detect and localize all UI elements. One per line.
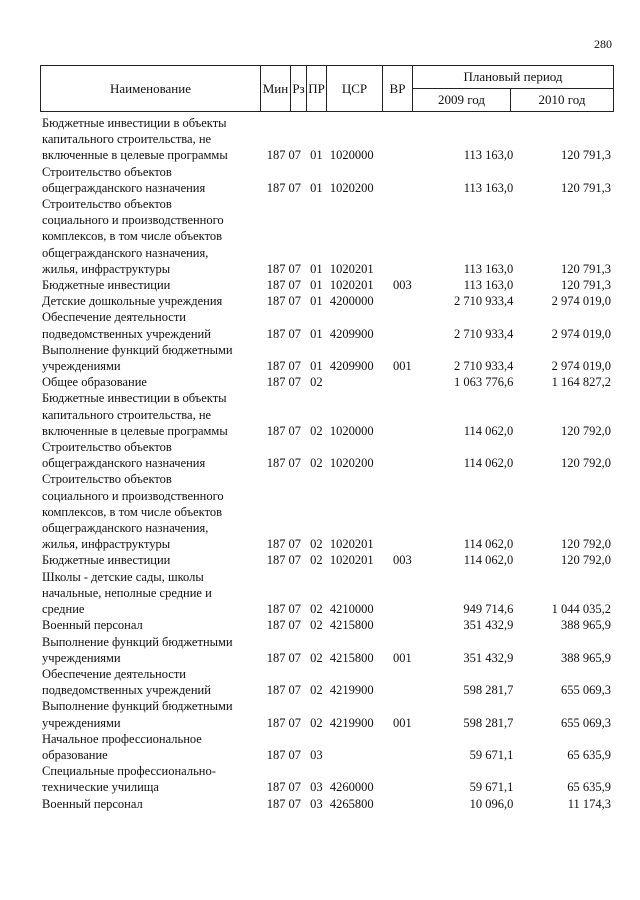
cell-rz: 07: [288, 326, 301, 341]
cell-name: Строительство объектов общегражданского назначения: [42, 164, 206, 195]
cell-2009: 114 062,0: [463, 553, 514, 568]
cell-name: Детские дошкольные учреждения: [42, 294, 223, 309]
cell-2010: 1 044 035,2: [551, 602, 611, 617]
cell-2010: 2 974 019,0: [551, 326, 611, 341]
cell-csr: 1020000: [329, 423, 374, 438]
cell-csr: 1020201: [329, 553, 374, 568]
cell-2010: 2 974 019,0: [551, 359, 611, 374]
cell-rz: 07: [288, 537, 301, 552]
cell-2009: 2 710 933,4: [453, 294, 514, 309]
cell-rz: 07: [288, 780, 301, 795]
cell-pr: 03: [310, 796, 323, 811]
col-header-2010: 2010 год: [511, 89, 614, 112]
cell-2010: 1 164 827,2: [551, 375, 611, 390]
cell-csr: 1020201: [329, 537, 374, 552]
cell-min: 187: [266, 796, 286, 811]
table-row: [40, 666, 613, 698]
cell-name: Общее образование: [42, 375, 147, 390]
cell-min: 187: [266, 537, 286, 552]
cell-2009: 114 062,0: [463, 537, 514, 552]
table-row: [40, 634, 613, 666]
cell-min: 187: [266, 683, 286, 698]
cell-name: Строительство объектов социального и производственного комплексов, в том числе объектов общегражданского назначения, жилья, инфраструктуры: [42, 472, 224, 552]
cell-pr: 03: [310, 747, 323, 762]
cell-csr: 4210000: [329, 602, 374, 617]
cell-min: 187: [266, 618, 286, 633]
table-row: [40, 471, 613, 552]
table-row: [40, 796, 613, 812]
col-header-2009: 2009 год: [413, 89, 511, 112]
cell-csr: 4215800: [329, 618, 374, 633]
cell-2009: 59 671,1: [469, 780, 514, 795]
table-row: [40, 439, 613, 471]
cell-csr: 1020201: [329, 278, 374, 293]
cell-2009: 59 671,1: [469, 747, 514, 762]
cell-pr: 02: [310, 537, 323, 552]
page-number: 280: [594, 37, 612, 51]
cell-2010: 655 069,3: [560, 715, 611, 730]
cell-min: 187: [266, 326, 286, 341]
cell-pr: 02: [310, 650, 323, 665]
cell-min: 187: [266, 278, 286, 293]
cell-min: 187: [266, 780, 286, 795]
cell-2010: 388 965,9: [560, 618, 611, 633]
cell-rz: 07: [288, 553, 301, 568]
cell-2010: 65 635,9: [567, 780, 611, 795]
cell-2009: 113 163,0: [463, 261, 514, 276]
table-row: [40, 293, 613, 309]
cell-2009: 351 432,9: [463, 650, 514, 665]
cell-name: Бюджетные инвестиции в объекты капитального строительства, не включенные в целевые программы: [42, 391, 228, 438]
cell-pr: 02: [310, 715, 323, 730]
cell-2009: 351 432,9: [463, 618, 514, 633]
cell-rz: 07: [288, 148, 301, 163]
cell-pr: 03: [310, 780, 323, 795]
cell-name: Военный персонал: [42, 618, 143, 633]
cell-name: Выполнение функций бюджетными учреждениями: [42, 699, 233, 730]
table-header: [40, 65, 614, 112]
cell-min: 187: [266, 456, 286, 471]
cell-csr: 4219900: [329, 715, 374, 730]
table-body: [40, 115, 613, 812]
cell-csr: 4215800: [329, 650, 374, 665]
cell-min: 187: [266, 261, 286, 276]
cell-pr: 02: [310, 553, 323, 568]
cell-pr: 02: [310, 683, 323, 698]
cell-name: Бюджетные инвестиции в объекты капитального строительства, не включенные в целевые программы: [42, 116, 228, 163]
cell-pr: 02: [310, 423, 323, 438]
cell-rz: 07: [288, 456, 301, 471]
cell-rz: 07: [288, 747, 301, 762]
cell-rz: 07: [288, 602, 301, 617]
cell-rz: 07: [288, 261, 301, 276]
cell-2009: 2 710 933,4: [453, 326, 514, 341]
cell-2010: 120 792,0: [560, 537, 611, 552]
table-row: [40, 374, 613, 390]
cell-2009: 1 063 776,6: [453, 375, 514, 390]
cell-2010: 65 635,9: [567, 747, 611, 762]
cell-pr: 01: [310, 148, 323, 163]
cell-csr: 4260000: [329, 780, 374, 795]
col-header-pr: ПР: [307, 66, 327, 112]
cell-min: 187: [266, 294, 286, 309]
cell-min: 187: [266, 375, 286, 390]
cell-rz: 07: [288, 278, 301, 293]
cell-name: Бюджетные инвестиции: [42, 553, 171, 568]
cell-pr: 01: [310, 294, 323, 309]
cell-rz: 07: [288, 683, 301, 698]
cell-rz: 07: [288, 180, 301, 195]
cell-2009: 114 062,0: [463, 456, 514, 471]
cell-name: Выполнение функций бюджетными учреждениями: [42, 634, 233, 665]
table-row: [40, 164, 613, 196]
cell-2009: 2 710 933,4: [453, 359, 514, 374]
cell-min: 187: [266, 553, 286, 568]
cell-rz: 07: [288, 375, 301, 390]
cell-pr: 01: [310, 359, 323, 374]
cell-csr: 1020000: [329, 148, 374, 163]
cell-name: Выполнение функций бюджетными учреждениями: [42, 342, 233, 374]
cell-min: 187: [266, 359, 286, 374]
cell-rz: 07: [288, 650, 301, 665]
cell-name: Строительство объектов социального и производственного комплексов, в том числе объектов общегражданского назначения, жилья, инфраструктуры: [42, 197, 224, 276]
col-header-name: Наименование: [41, 66, 261, 112]
cell-min: 187: [266, 602, 286, 617]
cell-vr: 001: [393, 359, 412, 374]
cell-csr: 4265800: [329, 796, 374, 811]
cell-2010: 120 791,3: [560, 261, 611, 276]
col-header-min: Мин: [261, 66, 291, 112]
col-header-vr: ВР: [383, 66, 413, 112]
cell-rz: 07: [288, 796, 301, 811]
cell-name: Обеспечение деятельности подведомственных учреждений: [42, 310, 211, 341]
table-row: [40, 309, 613, 341]
cell-2009: 113 163,0: [463, 180, 514, 195]
cell-rz: 07: [288, 618, 301, 633]
cell-2009: 598 281,7: [463, 715, 514, 730]
cell-csr: 1020201: [329, 261, 374, 276]
cell-name: Специальные профессионально- технические училища: [42, 764, 216, 795]
table-row: [40, 342, 613, 374]
cell-csr: 4209900: [329, 359, 374, 374]
cell-pr: 02: [310, 618, 323, 633]
table-row: [40, 763, 613, 795]
cell-min: 187: [266, 148, 286, 163]
cell-2010: 120 791,3: [560, 180, 611, 195]
cell-2009: 113 163,0: [463, 148, 514, 163]
cell-2009: 10 096,0: [469, 796, 514, 811]
cell-2010: 655 069,3: [560, 683, 611, 698]
cell-2009: 114 062,0: [463, 423, 514, 438]
cell-name: Школы - детские сады, школы начальные, неполные средние и средние: [42, 569, 212, 617]
cell-2010: 120 792,0: [560, 423, 611, 438]
cell-rz: 07: [288, 715, 301, 730]
cell-rz: 07: [288, 423, 301, 438]
cell-vr: 003: [393, 278, 412, 293]
cell-pr: 01: [310, 326, 323, 341]
cell-rz: 07: [288, 294, 301, 309]
cell-2010: 11 174,3: [567, 796, 611, 811]
cell-min: 187: [266, 650, 286, 665]
cell-min: 187: [266, 423, 286, 438]
cell-pr: 02: [310, 375, 323, 390]
cell-vr: 001: [393, 715, 412, 730]
cell-min: 187: [266, 180, 286, 195]
cell-name: Строительство объектов общегражданского назначения: [42, 440, 206, 471]
table-row: [40, 552, 613, 568]
col-header-rz: Рз: [291, 66, 307, 112]
cell-pr: 02: [310, 456, 323, 471]
cell-csr: 4209900: [329, 326, 374, 341]
cell-2010: 388 965,9: [560, 650, 611, 665]
table-row: [40, 277, 613, 293]
cell-csr: 1020200: [329, 180, 374, 195]
cell-vr: 001: [393, 650, 412, 665]
table-row: [40, 196, 613, 277]
cell-2009: 113 163,0: [463, 278, 514, 293]
cell-2009: 949 714,6: [463, 602, 514, 617]
cell-2010: 120 792,0: [560, 456, 611, 471]
cell-2010: 2 974 019,0: [551, 294, 611, 309]
col-header-csr: ЦСР: [327, 66, 383, 112]
col-header-plan-period: Плановый период: [413, 66, 614, 89]
cell-2009: 598 281,7: [463, 683, 514, 698]
cell-csr: 1020200: [329, 456, 374, 471]
cell-name: Начальное профессиональное образование: [42, 731, 202, 762]
cell-pr: 01: [310, 180, 323, 195]
table-row: [40, 617, 613, 633]
table-row: [40, 390, 613, 439]
table-row: [40, 731, 613, 763]
cell-pr: 01: [310, 278, 323, 293]
cell-vr: 003: [393, 553, 412, 568]
table-row: [40, 115, 613, 164]
cell-csr: 4219900: [329, 683, 374, 698]
cell-min: 187: [266, 747, 286, 762]
table-row: [40, 698, 613, 730]
cell-name: Бюджетные инвестиции: [42, 278, 171, 293]
cell-min: 187: [266, 715, 286, 730]
cell-rz: 07: [288, 359, 301, 374]
cell-csr: 4200000: [329, 294, 374, 309]
cell-name: Военный персонал: [42, 796, 143, 811]
cell-2010: 120 791,3: [560, 148, 611, 163]
cell-pr: 01: [310, 261, 323, 276]
table-row: [40, 569, 613, 618]
cell-name: Обеспечение деятельности подведомственных учреждений: [42, 666, 211, 698]
cell-pr: 02: [310, 602, 323, 617]
cell-2010: 120 791,3: [560, 278, 611, 293]
cell-2010: 120 792,0: [560, 553, 611, 568]
